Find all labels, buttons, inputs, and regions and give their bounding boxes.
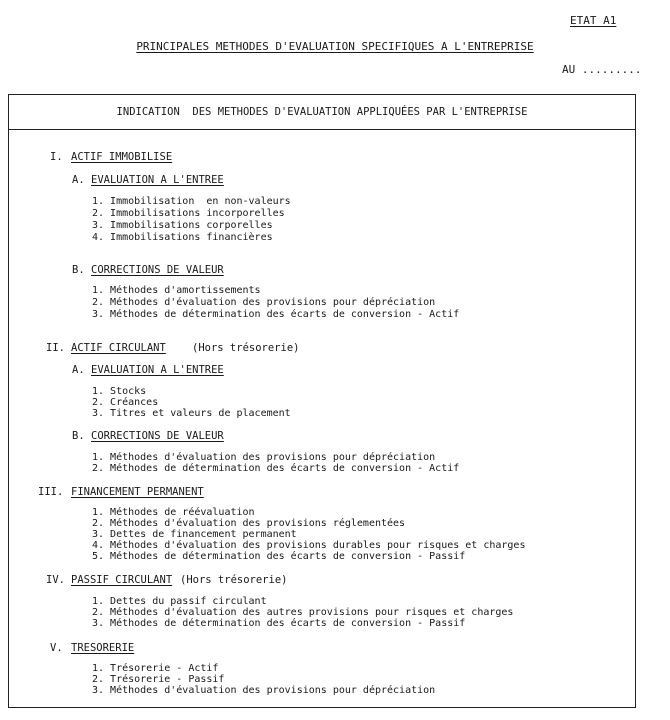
section-2a-title: EVALUATION A L'ENTREE <box>91 364 224 376</box>
section-2b-letter: B. <box>72 430 85 442</box>
section-4-number: IV. <box>46 574 65 586</box>
list-item: 1. Méthodes d'amortissements <box>92 285 261 296</box>
list-item: 4. Immobilisations financières <box>92 232 273 243</box>
list-item: 4. Méthodes d'évaluation des provisions durables pour risques et charges <box>92 540 526 551</box>
list-item: 3. Titres et valeurs de placement <box>92 408 291 419</box>
list-item: 1. Stocks <box>92 386 147 397</box>
section-3-title: FINANCEMENT PERMANENT <box>71 486 204 498</box>
section-4-note: (Hors trésorerie) <box>180 574 288 586</box>
section-5-number: V. <box>50 642 63 654</box>
list-item: 2. Immobilisations incorporelles <box>92 208 285 219</box>
list-item: 2. Méthodes de détermination des écarts de conversion - Actif <box>92 463 460 474</box>
section-1b-title: CORRECTIONS DE VALEUR <box>91 264 224 276</box>
page-title: PRINCIPALES METHODES D'EVALUATION SPECIFIQUES A L'ENTREPRISE <box>136 40 534 53</box>
list-item: 1. Méthodes d'évaluation des provisions pour dépréciation <box>92 452 436 463</box>
list-item: 1. Méthodes de réévaluation <box>92 507 255 518</box>
form-code: ETAT A1 <box>570 14 617 27</box>
section-1b-letter: B. <box>72 264 85 276</box>
list-item: 2. Créances <box>92 397 159 408</box>
list-item: 3. Dettes de financement permanent <box>92 529 297 540</box>
list-item: 5. Méthodes de détermination des écarts de conversion - Passif <box>92 551 466 562</box>
section-1-number: I. <box>50 151 63 163</box>
section-2-note: (Hors trésorerie) <box>192 342 300 354</box>
section-2a-letter: A. <box>72 364 85 376</box>
section-4-title: PASSIF CIRCULANT <box>71 574 173 586</box>
list-item: 1. Dettes du passif circulant <box>92 596 267 607</box>
section-3-number: III. <box>38 486 64 498</box>
list-item: 2. Méthodes d'évaluation des autres provisions pour risques et charges <box>92 607 514 618</box>
section-2-number: II. <box>46 342 65 354</box>
list-item: 2. Méthodes d'évaluation des provisions réglementées <box>92 518 406 529</box>
date-field: AU ......... <box>562 63 642 76</box>
list-item: 2. Trésorerie - Passif <box>92 674 225 685</box>
list-item: 1. Immobilisation en non-valeurs <box>92 196 291 207</box>
section-2b-title: CORRECTIONS DE VALEUR <box>91 430 224 442</box>
frame-divider <box>8 129 636 130</box>
section-1-title: ACTIF IMMOBILISE <box>71 151 173 163</box>
list-item: 3. Immobilisations corporelles <box>92 220 273 231</box>
section-2-title: ACTIF CIRCULANT <box>71 342 166 354</box>
list-item: 1. Trésorerie - Actif <box>92 663 219 674</box>
section-1a-letter: A. <box>72 174 85 186</box>
list-item: 3. Méthodes de détermination des écarts de conversion - Actif <box>92 309 460 320</box>
list-item: 2. Méthodes d'évaluation des provisions pour dépréciation <box>92 297 436 308</box>
section-1a-title: EVALUATION A L'ENTREE <box>91 174 224 186</box>
list-item: 3. Méthodes d'évaluation des provisions pour dépréciation <box>92 685 436 696</box>
box-title: INDICATION DES METHODES D'EVALUATION APPLIQUÉES PAR L'ENTREPRISE <box>116 106 528 118</box>
list-item: 3. Méthodes de détermination des écarts de conversion - Passif <box>92 618 466 629</box>
section-5-title: TRESORERIE <box>71 642 135 654</box>
